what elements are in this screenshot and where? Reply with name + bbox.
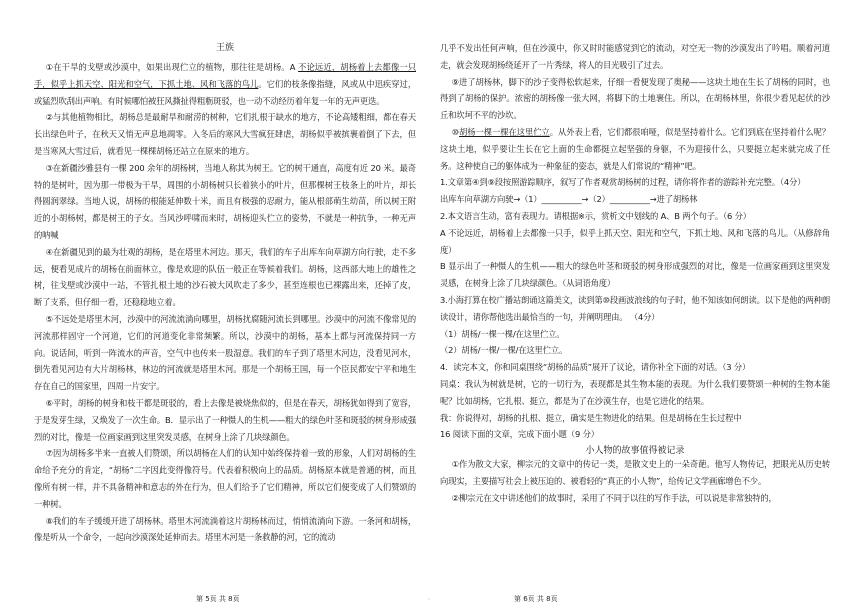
question-2-b: B 显示出了一种慑人的生机——粗大的绿色叶茎和斑驳的树身形成强烈的对比，像是一位画家画到这里突发灵感，在树身上涂了几块绿颜色。（从词语角度） bbox=[440, 261, 830, 289]
second-paragraph-2: ②柳宗元在文中讲述他们的故事时，采用了不同于以往的写作手法，可以说是非常独特的， bbox=[451, 492, 777, 503]
page-number-left: 第 5页 共 8页 bbox=[196, 595, 240, 603]
question-1-fill: 出库车向草湖方向驶→（1）__________→（2）__________→进了胡杨林 bbox=[440, 194, 698, 205]
paragraph-6: ⑥平时，胡杨的树身和枝干都是斑驳的，看上去像是被烧焦似的，但是在春天，胡杨犹如得到了宽容，于是发芽生绿，又焕发了一次生命。B．显示出了一种慑人的生机——粗大的绿色叶茎和斑驳的树身形成强烈的对比，像是一位画家画到这里突发灵感，在树身上涂了几块绿颜色。 bbox=[34, 397, 416, 442]
paragraph-10-rest: 。从外表上看，它们都很咱哑，似是坚持着什么。它们到底在坚持着什么呢？这块土地，似乎要让生长在它上面的生命都挺立起坚强的身躯，不为迎接什么，只要挺立起来就完成了任务。这种使自己的躯体成为一种象征的姿态，就是人们常说的“精神”吧。 bbox=[440, 126, 830, 171]
paragraph-3: ③在新疆沙雅县有一棵 200 余年的胡杨树，当地人称其为树王。它的树干通直，高度有近 20 米。最奇特的是树叶，因为那一带极为干旱，周围的小胡杨树只长着狭小的叶片，但那棵树王枝条上的叶片，却长得圆润翠绿。当地人说，胡杨的根能延伸数十米，而且有极强的忍耐力，能从根部萌生幼苗，所以树王附近的小胡杨树，都是树王的子女。当风沙呼啸而来时，胡杨迎头伫立的姿势，不就是一种抗争，一种无声的呐喊 bbox=[34, 162, 416, 240]
question-4: 4．读完本文，你和同桌围绕“胡杨的品质”展开了议论，请你补全下面的对话。（3 分） bbox=[440, 362, 751, 373]
question-3-option-2: （2）胡杨/一棵/一棵/在这里伫立。 bbox=[440, 345, 568, 356]
underlined-sentence-a: 不论远近，胡杨着上去都像一只手，似乎上抓天空、阳光和空气，下抓土地、风和飞落的鸟儿 bbox=[34, 62, 416, 89]
paragraph-2: ②与其他植物相比，胡杨总是最耐旱和耐涝的树种，它们扎根于缺水的地方，不论高矮粗细，都在春天长出绿色叶子，在秋天又悄无声息地凋零。入冬后的寒风大雪疯狂肆虐，胡杨似乎被摈裹着倒了下去，但是当寒风大雪过后，就看见一棵棵胡杨还站立在原来的地方。 bbox=[34, 112, 416, 156]
second-paragraph-1: ①作为散文大家，柳宗元的文章中的传记一类，是散文史上的一朵奇葩。他写人物传记，把眼光从历史转向现实，主要描写社会上被压迫的、被看轻的“真正的小人物”，给传记文学画廊增色不少。 bbox=[440, 459, 830, 486]
paragraph-1 bbox=[34, 59, 416, 109]
question-1: 1.文章第④到⑨段按照游踪顺序，叙写了作者观赏胡杨树的过程，请你将作者的游踪补充完整。（4分） bbox=[440, 177, 806, 188]
article-title: 王族 bbox=[215, 43, 234, 53]
paragraph-10 bbox=[440, 124, 830, 174]
question-4-dialogue-b: 我：你说得对，胡杨的扎根、挺立，确实是生物进化的结果。但是胡杨在生长过程中 bbox=[440, 412, 742, 423]
question-2-a: A 不论远近，胡杨着上去都像一只手，似乎上抓天空、阳光和空气，下抓土地、风和飞落的鸟儿。（从修辞角度） bbox=[440, 227, 830, 255]
paragraph-9: ⑨进了胡杨林，脚下的沙子变得松软起来，仔细一看便发现了奥秘——这块土地在生长了胡杨的同时，也得到了胡杨的保护。浓密的胡杨像一张大网，将脚下的土地裹住。所以，在胡杨林里，你很少看见起伏的沙丘和坎坷不平的沙坎。 bbox=[440, 76, 830, 121]
page-number-right: 第 6页 共 8页 bbox=[514, 595, 558, 603]
paragraph-8: ⑧我们的车子缓缓开进了胡杨林。塔里木河流淌着这片胡杨林而过，悄悄流淌向下游。一条河和胡杨，像是听从一个命令，一起向沙漠深处延伸而去。塔里木河是一条救静的河，它的流动 bbox=[34, 515, 416, 543]
question-3-option-1: （1）胡杨/一棵一棵/在这里伫立。 bbox=[440, 328, 565, 339]
paragraph-4: ④在新疆见到的最为壮观的胡杨，是在塔里木河边。那天，我们的车子出库车向草湖方向行驶，走不多远，便看见成片的胡杨在前面林立，像是欢迎的队伍一般正在等候着我们。胡杨，这西部大地上的雄性之树，往戈壁或沙漠中一站，不管扎根土地的沙石被大风吹走了多少，甚至连根也已裸露出来，还掉了皮，断了支系，但仔细一看，还稳稳地立着。 bbox=[34, 246, 416, 308]
question-3: 3.小海打算在校广播站朗诵这篇美文，读到第⑩段画波浪线的句子时，他不知该如何朗读。以下是他的两种朗读设计，请你帮他选出最恰当的一句，并阐明理由。 （4分） bbox=[440, 294, 830, 322]
second-article-title: 小人物的故事值得被记录 bbox=[585, 446, 685, 457]
right-page bbox=[430, 0, 860, 608]
paragraph-1-start: ①在干旱的戈壁或沙漠中，如果出现伫立的植物，那往往是胡杨。A bbox=[45, 62, 299, 72]
center-mark: ◦ bbox=[427, 596, 431, 603]
question-16: 16 阅读下面的文章，完成下面小题（9 分） bbox=[440, 429, 599, 440]
paragraph-7: ⑦因为胡杨多半来一直被人们赞颂，所以胡杨在人们的认知中始终保持着一致的形象，人们对胡杨的生命给予充分的肯定，“胡杨”二字因此变得像符号。代表着积极向上的品质。胡杨原本就是普通的树，而且像所有树一样，并不具备精神和意志的外在行为，但人们给予了它们精神，所以它们便变成了人们赞颂的一种树。 bbox=[34, 448, 416, 509]
paragraph-1-end: 。它们的枝条像指缝，风或从中迅疾穿过，或猛烈吹刮出声响。有时候哪怕被狂风撕扯得粗粝斑驳，也一动不动经历着年复一年的无声更迭。 bbox=[34, 78, 416, 106]
paragraph-10-number: ⑩ bbox=[451, 126, 459, 137]
question-4-dialogue-a: 同桌：我认为树就是树，它的一切行为，表现都是其生物本能的表现。为什么我们要赞颂一种树的生物本能呢？比如胡杨，它扎根、挺立，都是为了在沙漠生存，也是它进化的结果。 bbox=[440, 378, 830, 406]
question-2: 2.本文语言生动，富有表现力。请根据※示，赏析文中划线的 A、B 两个句子。（6 分） bbox=[440, 210, 751, 221]
wavy-underlined-sentence: 胡杨一棵一棵在这里伫立 bbox=[459, 126, 550, 137]
paragraph-5: ⑤不远处是塔里木河，沙漠中的河流流淌向哪里，胡杨扰腐随河流长到哪里。沙漠中的河流不像常见的河流那样固守一个河道，它们的河道变化非常频繁。所以，沙漠中的胡杨，基本上都与河流保持同一方向。说话间，听到一阵流水的声音，空气中也传来一股湿意。我们的车子到了塔里木河边，没看见河水，倒先看见河边有大片胡杨林，林边的河流就是塔里木河。那是一个胡杨王国，每一个臣民都安宁平和地生存在自己的国家里，四周一片安宁。 bbox=[34, 313, 416, 392]
paragraph-8-continued: 几乎不发出任何声响，但在沙漠中，你又时时能感觉到它的流动，对空无一物的沙漠发出了吟唱。顺着河道走，就会发现胡杨绕延开了一片秀绿，将人的目光吸引了过去。 bbox=[440, 43, 830, 70]
